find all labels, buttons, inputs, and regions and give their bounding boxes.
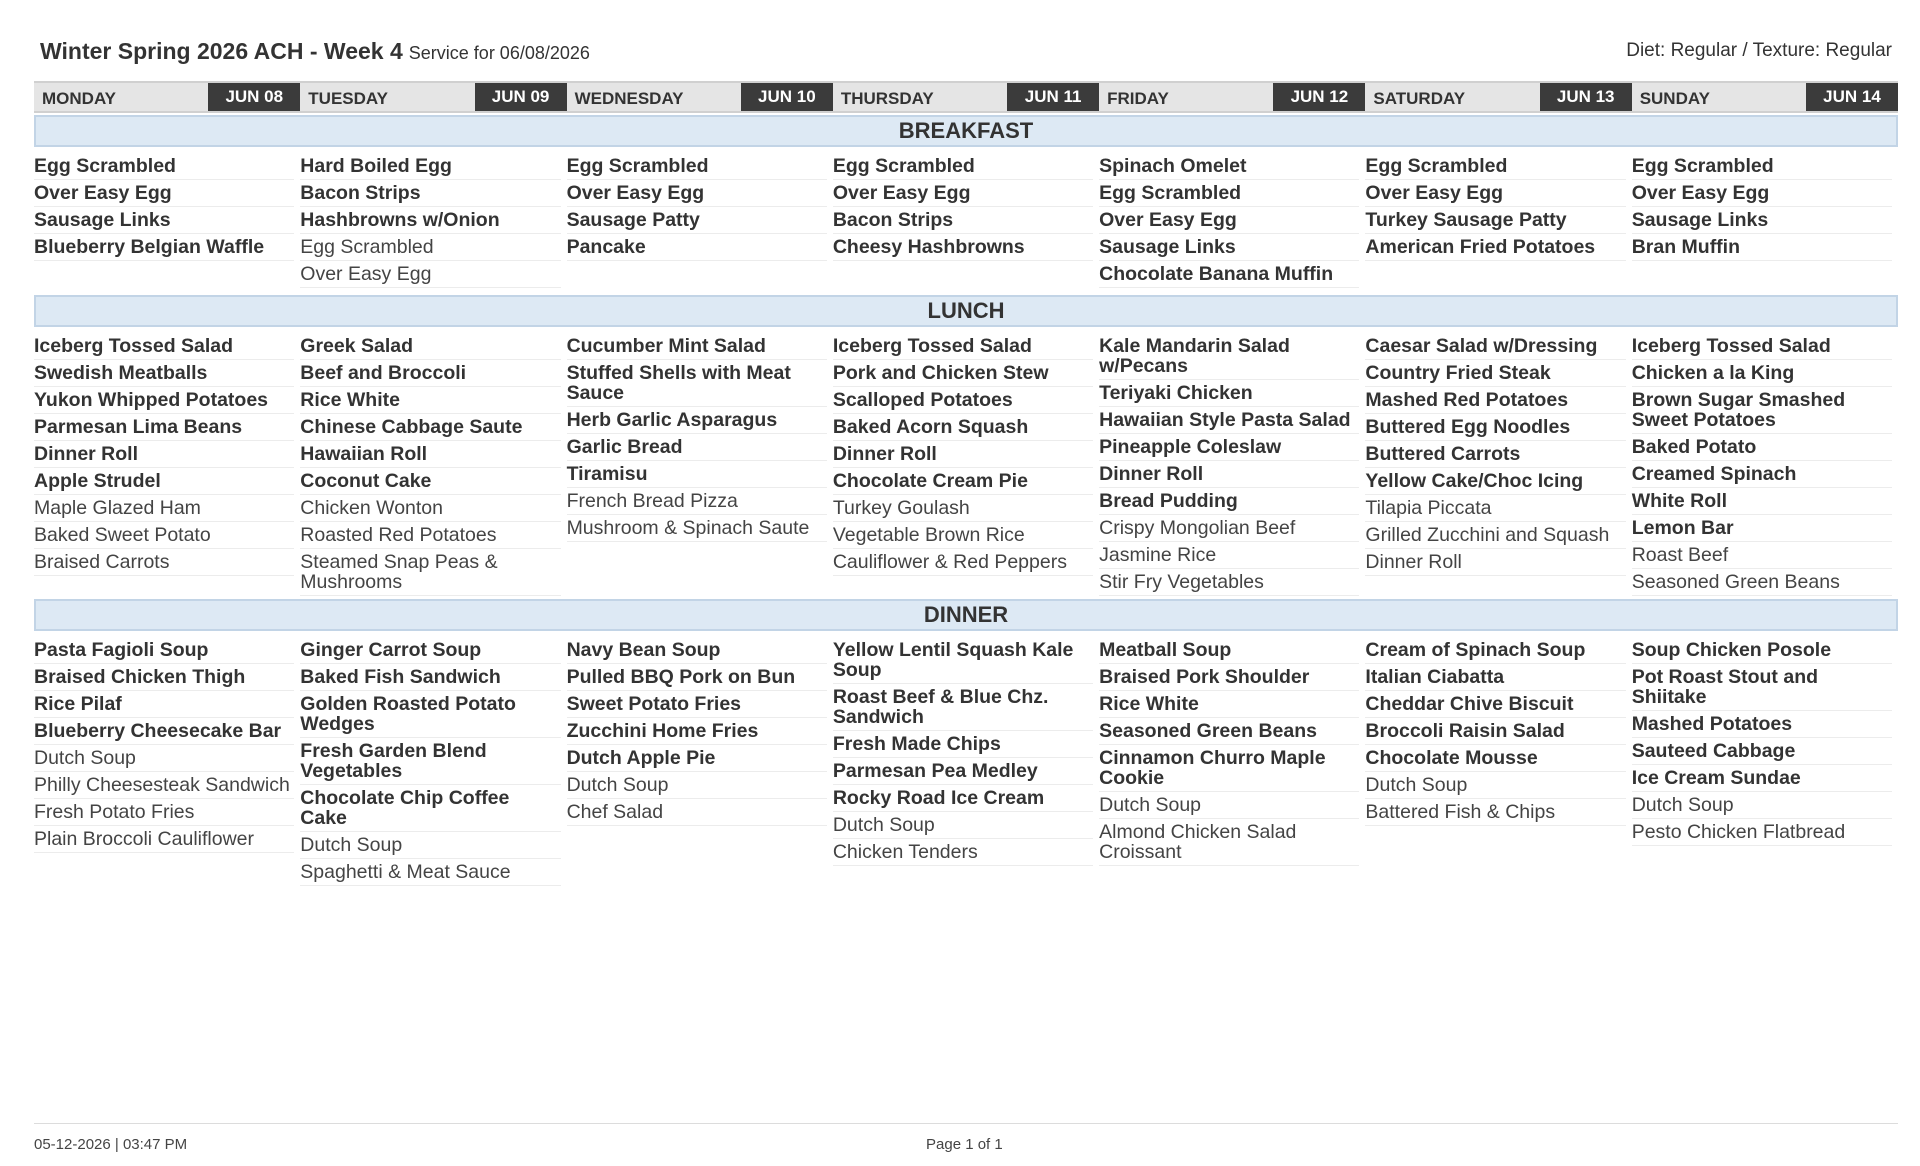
day-date-badge: JUN 10 [741,83,833,111]
menu-item: Blueberry Cheesecake Bar [34,718,294,745]
dinner-column-wednesday [567,637,833,886]
menu-item: Pancake [567,234,827,261]
dinner-column-monday [34,637,300,886]
menu-item: Sausage Links [34,207,294,234]
menu-item: Dutch Soup [1632,792,1892,819]
menu-item: Cauliflower & Red Peppers [833,549,1093,576]
menu-item: Chocolate Chip Coffee Cake [300,785,560,832]
menu-item: Coconut Cake [300,468,560,495]
menu-item: Parmesan Pea Medley [833,758,1093,785]
menu-item: Roast Beef & Blue Chz. Sandwich [833,684,1093,731]
menu-item: Scalloped Potatoes [833,387,1093,414]
breakfast-column-monday [34,153,300,288]
menu-item: Roast Beef [1632,542,1892,569]
menu-item: Broccoli Raisin Salad [1365,718,1625,745]
menu-item: Chicken a la King [1632,360,1892,387]
menu-item: Bread Pudding [1099,488,1359,515]
day-header-row [34,81,1898,113]
day-header-sunday [1632,83,1898,111]
menu-item: Sausage Patty [567,207,827,234]
menu-item: Italian Ciabatta [1365,664,1625,691]
breakfast-column-thursday [833,153,1099,288]
menu-item: Swedish Meatballs [34,360,294,387]
menu-item: Over Easy Egg [300,261,560,288]
menu-item: Brown Sugar Smashed Sweet Potatoes [1632,387,1892,434]
dinner-column-thursday [833,637,1099,886]
menu-item: Spinach Omelet [1099,153,1359,180]
day-header-thursday [833,83,1099,111]
menu-item: Fresh Potato Fries [34,799,294,826]
footer-divider [34,1123,1898,1124]
menu-item: Dutch Soup [300,832,560,859]
day-name: THURSDAY [840,89,934,108]
menu-item: Caesar Salad w/Dressing [1365,333,1625,360]
menu-item: Creamed Spinach [1632,461,1892,488]
menu-item: Baked Acorn Squash [833,414,1093,441]
lunch-column-thursday [833,333,1099,596]
menu-item: Yukon Whipped Potatoes [34,387,294,414]
menu-item: Stir Fry Vegetables [1099,569,1359,596]
menu-item: Seasoned Green Beans [1632,569,1892,596]
menu-item: White Roll [1632,488,1892,515]
breakfast-column-friday [1099,153,1365,288]
menu-item: Cinnamon Churro Maple Cookie [1099,745,1359,792]
menu-item: Kale Mandarin Salad w/Pecans [1099,333,1359,380]
lunch-column-saturday [1365,333,1631,596]
menu-item: Sauteed Cabbage [1632,738,1892,765]
menu-item: Dinner Roll [1365,549,1625,576]
service-date: Service for 06/08/2026 [408,43,590,63]
menu-item: Pork and Chicken Stew [833,360,1093,387]
menu-item: Apple Strudel [34,468,294,495]
menu-item: Chicken Tenders [833,839,1093,866]
menu-item: Mashed Potatoes [1632,711,1892,738]
menu-item: Chocolate Cream Pie [833,468,1093,495]
day-date-badge: JUN 13 [1540,83,1632,111]
menu-item: Dutch Soup [833,812,1093,839]
menu-item: Rice White [1099,691,1359,718]
menu-item: Mashed Red Potatoes [1365,387,1625,414]
menu-item: Crispy Mongolian Beef [1099,515,1359,542]
lunch-column-friday [1099,333,1365,596]
day-name: TUESDAY [308,89,388,108]
menu-item: Egg Scrambled [567,153,827,180]
menu-item: Country Fried Steak [1365,360,1625,387]
dinner-column-saturday [1365,637,1631,886]
menu-item: Egg Scrambled [1632,153,1892,180]
lunch-column-sunday [1632,333,1898,596]
menu-item: Pulled BBQ Pork on Bun [567,664,827,691]
menu-item: Egg Scrambled [300,234,560,261]
lunch-header: LUNCH [34,295,1898,327]
menu-item: American Fried Potatoes [1365,234,1625,261]
menu-title [40,38,590,65]
lunch-column-wednesday [567,333,833,596]
diet-info: Diet: Regular / Texture: Regular [1626,40,1892,61]
menu-item: Dutch Soup [567,772,827,799]
menu-item: Cheesy Hashbrowns [833,234,1093,261]
dinner-column-friday [1099,637,1365,886]
dinner-header: DINNER [34,599,1898,631]
menu-item: Ice Cream Sundae [1632,765,1892,792]
breakfast-column-saturday [1365,153,1631,288]
breakfast-header: BREAKFAST [34,115,1898,147]
dinner-column-sunday [1632,637,1898,886]
breakfast-column-wednesday [567,153,833,288]
menu-item: Braised Carrots [34,549,294,576]
menu-item: Over Easy Egg [34,180,294,207]
day-header-wednesday [567,83,833,111]
menu-item: Sweet Potato Fries [567,691,827,718]
menu-item: Rice White [300,387,560,414]
menu-item: Philly Cheesesteak Sandwich [34,772,294,799]
day-date-badge: JUN 14 [1806,83,1898,111]
menu-item: Bacon Strips [300,180,560,207]
menu-item: Grilled Zucchini and Squash [1365,522,1625,549]
menu-item: Hawaiian Roll [300,441,560,468]
menu-item: Iceberg Tossed Salad [34,333,294,360]
day-name: MONDAY [42,89,116,108]
menu-item: Yellow Cake/Choc Icing [1365,468,1625,495]
menu-item: Turkey Goulash [833,495,1093,522]
day-header-saturday [1365,83,1631,111]
menu-item: Blueberry Belgian Waffle [34,234,294,261]
menu-item: Roasted Red Potatoes [300,522,560,549]
day-date-badge: JUN 09 [475,83,567,111]
menu-item: Over Easy Egg [1632,180,1892,207]
day-name: SUNDAY [1639,89,1710,108]
menu-item: Lemon Bar [1632,515,1892,542]
menu-item: French Bread Pizza [567,488,827,515]
menu-item: Soup Chicken Posole [1632,637,1892,664]
menu-item: Garlic Bread [567,434,827,461]
menu-item: Plain Broccoli Cauliflower [34,826,294,853]
menu-item: Cheddar Chive Biscuit [1365,691,1625,718]
menu-item: Greek Salad [300,333,560,360]
menu-item: Herb Garlic Asparagus [567,407,827,434]
lunch-column-tuesday [300,333,566,596]
menu-item: Rice Pilaf [34,691,294,718]
day-name: SATURDAY [1373,89,1466,108]
menu-item: Chinese Cabbage Saute [300,414,560,441]
menu-item: Hashbrowns w/Onion [300,207,560,234]
lunch-column-monday [34,333,300,596]
menu-item: Bacon Strips [833,207,1093,234]
menu-item: Fresh Made Chips [833,731,1093,758]
menu-item: Ginger Carrot Soup [300,637,560,664]
menu-item: Sausage Links [1632,207,1892,234]
menu-item: Pineapple Coleslaw [1099,434,1359,461]
menu-item: Dutch Soup [1365,772,1625,799]
menu-item: Dutch Apple Pie [567,745,827,772]
menu-item: Egg Scrambled [833,153,1093,180]
menu-item: Baked Potato [1632,434,1892,461]
title-text: Winter Spring 2026 ACH - Week 4 [40,38,403,64]
menu-item: Seasoned Green Beans [1099,718,1359,745]
menu-item: Egg Scrambled [1365,153,1625,180]
menu-item: Bran Muffin [1632,234,1892,261]
menu-item: Hard Boiled Egg [300,153,560,180]
menu-item: Over Easy Egg [1099,207,1359,234]
menu-item: Golden Roasted Potato Wedges [300,691,560,738]
menu-item: Over Easy Egg [833,180,1093,207]
menu-item: Chef Salad [567,799,827,826]
menu-item: Teriyaki Chicken [1099,380,1359,407]
menu-item: Sausage Links [1099,234,1359,261]
day-header-tuesday [300,83,566,111]
day-date-badge: JUN 12 [1273,83,1365,111]
menu-item: Vegetable Brown Rice [833,522,1093,549]
menu-item: Chocolate Mousse [1365,745,1625,772]
day-header-friday [1099,83,1365,111]
day-date-badge: JUN 08 [208,83,300,111]
menu-item: Tiramisu [567,461,827,488]
menu-item: Stuffed Shells with Meat Sauce [567,360,827,407]
menu-item: Beef and Broccoli [300,360,560,387]
menu-item: Yellow Lentil Squash Kale Soup [833,637,1093,684]
menu-item: Dinner Roll [1099,461,1359,488]
day-name: FRIDAY [1107,89,1169,108]
page-number: Page 1 of 1 [926,1136,1003,1153]
menu-item: Pesto Chicken Flatbread [1632,819,1892,846]
menu-item: Meatball Soup [1099,637,1359,664]
menu-item: Tilapia Piccata [1365,495,1625,522]
day-name: WEDNESDAY [574,89,684,108]
menu-item: Dutch Soup [34,745,294,772]
menu-item: Steamed Snap Peas & Mushrooms [300,549,560,596]
day-date-badge: JUN 11 [1007,83,1099,111]
menu-item: Over Easy Egg [1365,180,1625,207]
dinner-section [34,637,1898,886]
menu-item: Iceberg Tossed Salad [833,333,1093,360]
menu-item: Cucumber Mint Salad [567,333,827,360]
menu-item: Pot Roast Stout and Shiitake [1632,664,1892,711]
menu-item: Braised Pork Shoulder [1099,664,1359,691]
menu-item: Braised Chicken Thigh [34,664,294,691]
menu-item: Zucchini Home Fries [567,718,827,745]
menu-item: Battered Fish & Chips [1365,799,1625,826]
menu-item: Chocolate Banana Muffin [1099,261,1359,288]
menu-item: Pasta Fagioli Soup [34,637,294,664]
menu-item: Mushroom & Spinach Saute [567,515,827,542]
menu-item: Jasmine Rice [1099,542,1359,569]
menu-item: Egg Scrambled [1099,180,1359,207]
dinner-column-tuesday [300,637,566,886]
print-timestamp: 05-12-2026 | 03:47 PM [34,1136,188,1153]
menu-item: Parmesan Lima Beans [34,414,294,441]
menu-item: Baked Fish Sandwich [300,664,560,691]
breakfast-column-sunday [1632,153,1898,288]
report-header [40,38,1892,68]
menu-item: Navy Bean Soup [567,637,827,664]
menu-item: Dutch Soup [1099,792,1359,819]
lunch-section [34,333,1898,596]
menu-item: Over Easy Egg [567,180,827,207]
menu-item: Baked Sweet Potato [34,522,294,549]
breakfast-column-tuesday [300,153,566,288]
menu-item: Dinner Roll [34,441,294,468]
menu-item: Chicken Wonton [300,495,560,522]
menu-item: Buttered Carrots [1365,441,1625,468]
menu-item: Rocky Road Ice Cream [833,785,1093,812]
menu-item: Spaghetti & Meat Sauce [300,859,560,886]
menu-item: Buttered Egg Noodles [1365,414,1625,441]
menu-item: Fresh Garden Blend Vegetables [300,738,560,785]
breakfast-section [34,153,1898,288]
menu-item: Maple Glazed Ham [34,495,294,522]
day-header-monday [34,83,300,111]
menu-item: Almond Chicken Salad Croissant [1099,819,1359,866]
menu-item: Hawaiian Style Pasta Salad [1099,407,1359,434]
menu-item: Dinner Roll [833,441,1093,468]
menu-item: Turkey Sausage Patty [1365,207,1625,234]
menu-item: Egg Scrambled [34,153,294,180]
menu-item: Iceberg Tossed Salad [1632,333,1892,360]
menu-item: Cream of Spinach Soup [1365,637,1625,664]
